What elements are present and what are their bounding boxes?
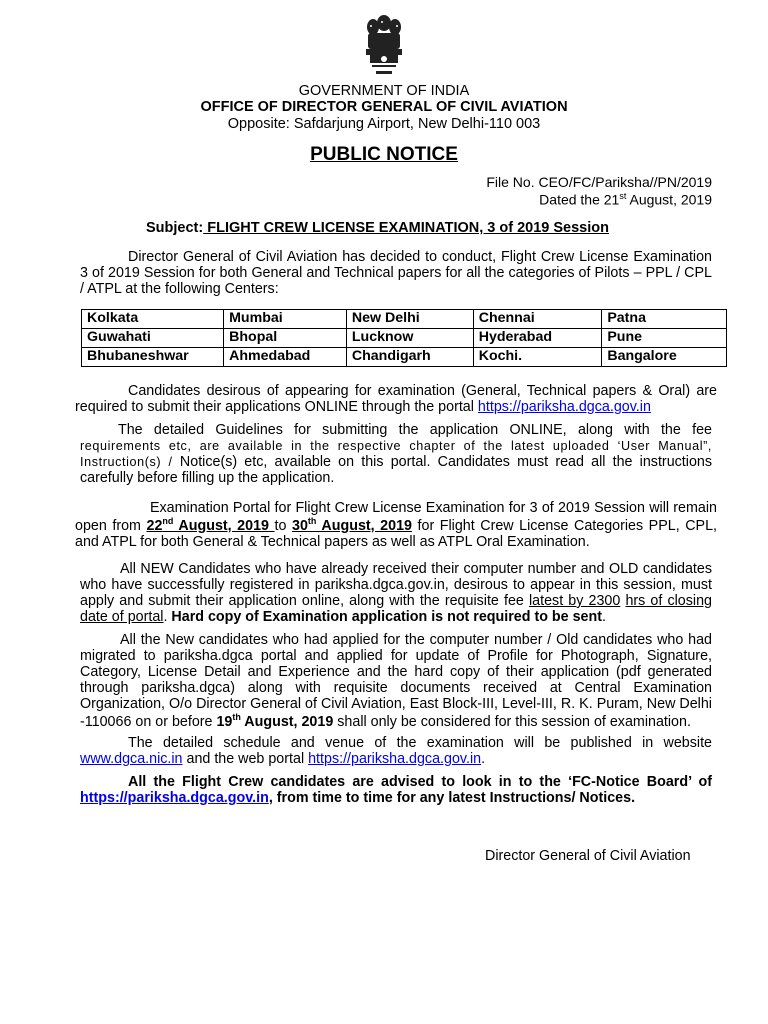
subject-line (146, 220, 609, 236)
emblem-of-india-icon (360, 13, 408, 81)
paragraph-exam-portal: Examination Portal for Flight Crew License Examination for 3 of 2019 Session will remain open from 22nd August, 2019 to 30th August, 2019 for Flight Crew License Categories PPL, CPL, and ATPL for both General & Technical papers as well as ATPL Oral Examination. (75, 500, 717, 550)
header-office: OFFICE OF DIRECTOR GENERAL OF CIVIL AVIATION (200, 99, 568, 115)
centers-table (81, 309, 727, 367)
center-cell: Kolkata (82, 310, 224, 329)
subject-text: FLIGHT CREW LICENSE EXAMINATION, 3 of 2019 Session (203, 220, 609, 236)
file-number: File No. CEO/FC/Pariksha//PN/2019 (486, 174, 712, 190)
paragraph-apply-online: Candidates desirous of appearing for examination (General, Technical papers & Oral) are required to submit their applications ONLINE through the portal https://pariksha.dgca.gov.in (75, 383, 717, 415)
paragraph-new-candidates: All NEW Candidates who have already received their computer number and OLD candidates who have successfully registered in pariksha.dgca.gov.in, desirous to appear in this session, must apply and submit their application online, along with the requisite fee latest by 2300 hrs of closing date of portal. Hard copy of Examination application is not required to be sent. (80, 561, 712, 625)
center-cell: Patna (602, 310, 727, 329)
table-row (82, 329, 727, 348)
paragraph-guidelines: The detailed Guidelines for submitting the application ONLINE, along with the fee requirements etc, are available in the respective chapter of the latest uploaded ‘User Manual”, Instruction(s) / Notice(s) etc, available on this portal. Candidates must read all the instructions carefully before filling up the application. (80, 422, 712, 486)
center-cell: Bhubaneshwar (82, 348, 224, 367)
center-cell: Mumbai (224, 310, 347, 329)
center-cell: Chandigarh (346, 348, 473, 367)
intro-paragraph: Director General of Civil Aviation has decided to conduct, Flight Crew License Examination 3 of 2019 Session for both General and Technical papers for all the categories of Pilots – PPL / CPL / ATPL at the following Centers: (80, 249, 712, 297)
table-row (82, 348, 727, 367)
center-cell: Chennai (473, 310, 602, 329)
center-cell: Guwahati (82, 329, 224, 348)
center-cell: Hyderabad (473, 329, 602, 348)
center-cell: Pune (602, 329, 727, 348)
center-cell: Bangalore (602, 348, 727, 367)
pariksha-portal-link[interactable]: https://pariksha.dgca.gov.in (477, 399, 651, 415)
center-cell: Ahmedabad (224, 348, 347, 367)
pariksha-portal-link-3[interactable]: https://pariksha.dgca.gov.in (80, 790, 269, 806)
center-cell: Kochi. (473, 348, 602, 367)
center-cell: Bhopal (224, 329, 347, 348)
center-cell: New Delhi (346, 310, 473, 329)
signature-line: Director General of Civil Aviation (485, 848, 691, 864)
dgca-website-link[interactable]: www.dgca.nic.in (80, 751, 183, 767)
subject-label: Subject: (146, 220, 204, 236)
table-row (82, 310, 727, 329)
header-address: Opposite: Safdarjung Airport, New Delhi-110 003 (227, 116, 541, 132)
paragraph-notice-board: All the Flight Crew candidates are advised to look in to the ‘FC-Notice Board’ of https://pariksha.dgca.gov.in, from time to time for any latest Instructions/ Notices. (80, 774, 712, 806)
dated-line: Dated the 21st August, 2019 (539, 191, 712, 208)
center-cell: Lucknow (346, 329, 473, 348)
pariksha-portal-link-2[interactable]: https://pariksha.dgca.gov.in (308, 751, 482, 767)
page-title: PUBLIC NOTICE (310, 144, 458, 165)
paragraph-old-candidates: All the New candidates who had applied for the computer number / Old candidates who had migrated to pariksha.dgca portal and applied for update of Profile for Photograph, Signature, Category, License Detail and Experience and the hard copy of their application (pdf generated through pariksha.dgca) along with requisite documents received at Central Examination Organization, O/o Director General of Civil Aviation, East Block-III, Level-III, R. K. Puram, New Delhi -110066 on or before 19th August, 2019 shall only be considered for this session of examination. (80, 632, 712, 730)
header-government: GOVERNMENT OF INDIA (298, 83, 470, 99)
paragraph-schedule: The detailed schedule and venue of the examination will be published in website www.dgca.nic.in and the web portal https://pariksha.dgca.gov.in. (80, 735, 712, 767)
